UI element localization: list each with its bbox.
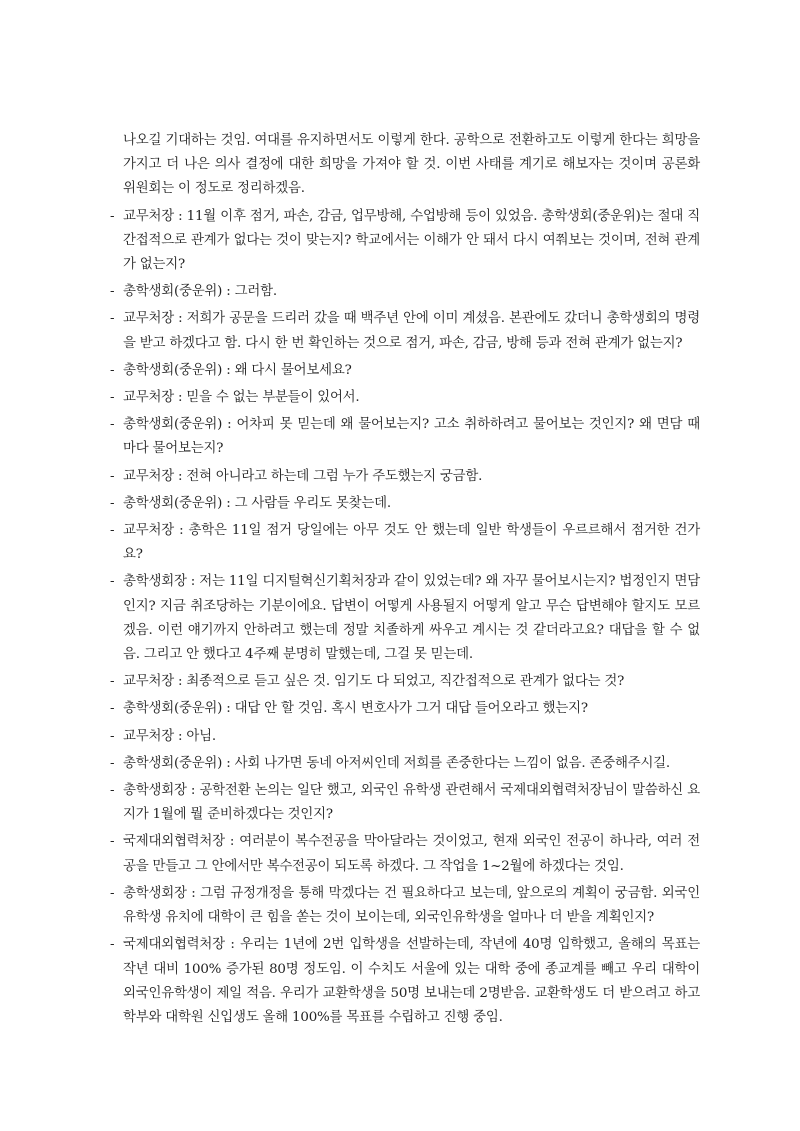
document-page xyxy=(110,129,700,1033)
dialogue-text: 교무처장 : 믿을 수 없는 부분들이 있어서. xyxy=(123,390,360,406)
bullet-dash: - xyxy=(110,885,115,901)
dialogue-text: 총학생회장 : 공학전환 논의는 일단 했고, 외국인 유학생 관련해서 국제대외협력처장님이 말씀하신 요지가 1월에 뭘 준비하겠다는 것인지? xyxy=(123,783,700,823)
dialogue-text: 교무처장 : 아님. xyxy=(123,728,216,744)
bullet-dash: - xyxy=(110,701,115,717)
dialogue-entry xyxy=(110,386,700,410)
dialogue-text: 총학생회(중운위) : 그러함. xyxy=(123,284,277,300)
bullet-dash: - xyxy=(110,728,115,744)
bullet-dash: - xyxy=(110,311,115,327)
bullet-dash: - xyxy=(110,783,115,799)
dialogue-entry xyxy=(110,359,700,383)
dialogue-entry xyxy=(110,933,700,1030)
dialogue-text: 교무처장 : 저희가 공문을 드리러 갔을 때 백주년 안에 이미 계셨음. 본관에도 갔더니 총학생회의 명령을 받고 하겠다고 함. 다시 한 번 확인하는 것으로 점거, 파손, 감금, 방해 등과 전혀 관계가 없는지? xyxy=(123,311,700,351)
bullet-dash: - xyxy=(110,390,115,406)
dialogue-entry xyxy=(110,570,700,667)
dialogue-entry xyxy=(110,307,700,355)
dialogue-entry xyxy=(110,752,700,776)
bullet-dash: - xyxy=(110,208,115,224)
dialogue-text: 총학생회(중운위) : 그 사람들 우리도 못찾는데. xyxy=(123,495,391,511)
dialogue-text: 총학생회(중운위) : 왜 다시 물어보세요? xyxy=(123,362,352,378)
dialogue-entry xyxy=(110,779,700,827)
dialogue-text: 국제대외협력처장 : 여러분이 복수전공을 막아달라는 것이었고, 현재 외국인 전공이 하나라, 여러 전공을 만들고 그 안에서만 복수전공이 되도록 하겠다. 그 작업을 1~2월에 하겠다는 것임. xyxy=(123,834,700,874)
dialogue-text: 국제대외협력처장 : 우리는 1년에 2번 입학생을 선발하는데, 작년에 40명 입학했고, 올해의 목표는 작년 대비 100% 증가된 80명 정도임. 이 수치도 서울에 있는 대학 중에 종교계를 빼고 우리 대학이 외국인유학생이 제일 적음. 우리가 교환학생을 50명 보내는데 2명받음. 교환학생도 더 받으려고 하고 학부와 대학원 신입생도 올해 100%를 목표를 수립하고 진행 중임. xyxy=(123,937,700,1025)
dialogue-text: 총학생회(중운위) : 어차피 못 믿는데 왜 물어보는지? 고소 취하하려고 물어보는 것인지? 왜 면담 때마다 물어보는지? xyxy=(123,417,700,457)
dialogue-text: 교무처장 : 총학은 11일 점거 당일에는 아무 것도 안 했는데 일반 학생들이 우르르해서 점거한 건가요? xyxy=(123,523,700,563)
dialogue-text: 총학생회장 : 저는 11일 디지털혁신기획처장과 같이 있었는데? 왜 자꾸 물어보시는지? 법정인지 면담인지? 지금 취조당하는 기분이에요. 답변이 어떻게 사용될지 어떻게 알고 무슨 답변해야 할지도 모르겠음. 이런 얘기까지 안하려고 했는데 정말 치졸하게 싸우고 계시는 것 같더라고요? 대답을 할 수 없음. 그리고 안 했다고 4주째 분명히 말했는데, 그걸 못 믿는데. xyxy=(123,574,700,663)
dialogue-text: 교무처장 : 최종적으로 듣고 싶은 것. 임기도 다 되었고, 직간접적으로 관계가 없다는 것? xyxy=(123,674,625,690)
dialogue-entry xyxy=(110,830,700,878)
intro-paragraph: 나오길 기대하는 것임. 여대를 유지하면서도 이렇게 한다. 공학으로 전환하고도 이렇게 한다는 희망을 가지고 더 나은 의사 결정에 대한 희망을 가져야 할 것. 이번 사태를 계기로 해보자는 것이며 공론화 위원회는 이 정도로 정리하겠음. xyxy=(123,133,700,197)
dialogue-entry xyxy=(110,725,700,749)
dialogue-text: 교무처장 : 11월 이후 점거, 파손, 감금, 업무방해, 수업방해 등이 있었음. 총학생회(중운위)는 절대 직간접적으로 관계가 없다는 것이 맞는지? 학교에서는 이해가 안 돼서 다시 여쭤보는 것이며, 전혀 관계가 없는지? xyxy=(123,208,700,273)
bullet-dash: - xyxy=(110,574,115,590)
dialogue-entry xyxy=(110,519,700,567)
dialogue-entry xyxy=(110,205,700,278)
bullet-dash: - xyxy=(110,362,115,378)
bullet-dash: - xyxy=(110,417,115,433)
dialogue-text: 총학생회(중운위) : 사회 나가면 동네 아저씨인데 저희를 존중한다는 느낌이 없음. 존중해주시길. xyxy=(123,755,670,771)
bullet-dash: - xyxy=(110,523,115,539)
dialogue-entry xyxy=(110,492,700,516)
dialogue-list xyxy=(110,205,700,1031)
dialogue-entry xyxy=(110,280,700,304)
dialogue-entry xyxy=(110,670,700,694)
bullet-dash: - xyxy=(110,284,115,300)
dialogue-text: 총학생회(중운위) : 대답 안 할 것임. 혹시 변호사가 그거 대답 들어오라고 했는지? xyxy=(123,701,588,717)
bullet-dash: - xyxy=(110,468,115,484)
bullet-dash: - xyxy=(110,937,115,953)
dialogue-entry xyxy=(110,882,700,930)
dialogue-text: 교무처장 : 전혀 아니라고 하는데 그럼 누가 주도했는지 궁금함. xyxy=(123,468,483,484)
bullet-dash: - xyxy=(110,834,115,850)
dialogue-entry xyxy=(110,465,700,489)
bullet-dash: - xyxy=(110,755,115,771)
bullet-dash: - xyxy=(110,674,115,690)
dialogue-entry xyxy=(110,697,700,721)
bullet-dash: - xyxy=(110,495,115,511)
dialogue-entry xyxy=(110,413,700,461)
dialogue-text: 총학생회장 : 그럼 규정개정을 통해 막겠다는 건 필요하다고 보는데, 앞으로의 계획이 궁금함. 외국인유학생 유치에 대학이 큰 힘을 쏟는 것이 보이는데, 외국인유학생을 얼마나 더 받을 계획인지? xyxy=(123,885,700,926)
